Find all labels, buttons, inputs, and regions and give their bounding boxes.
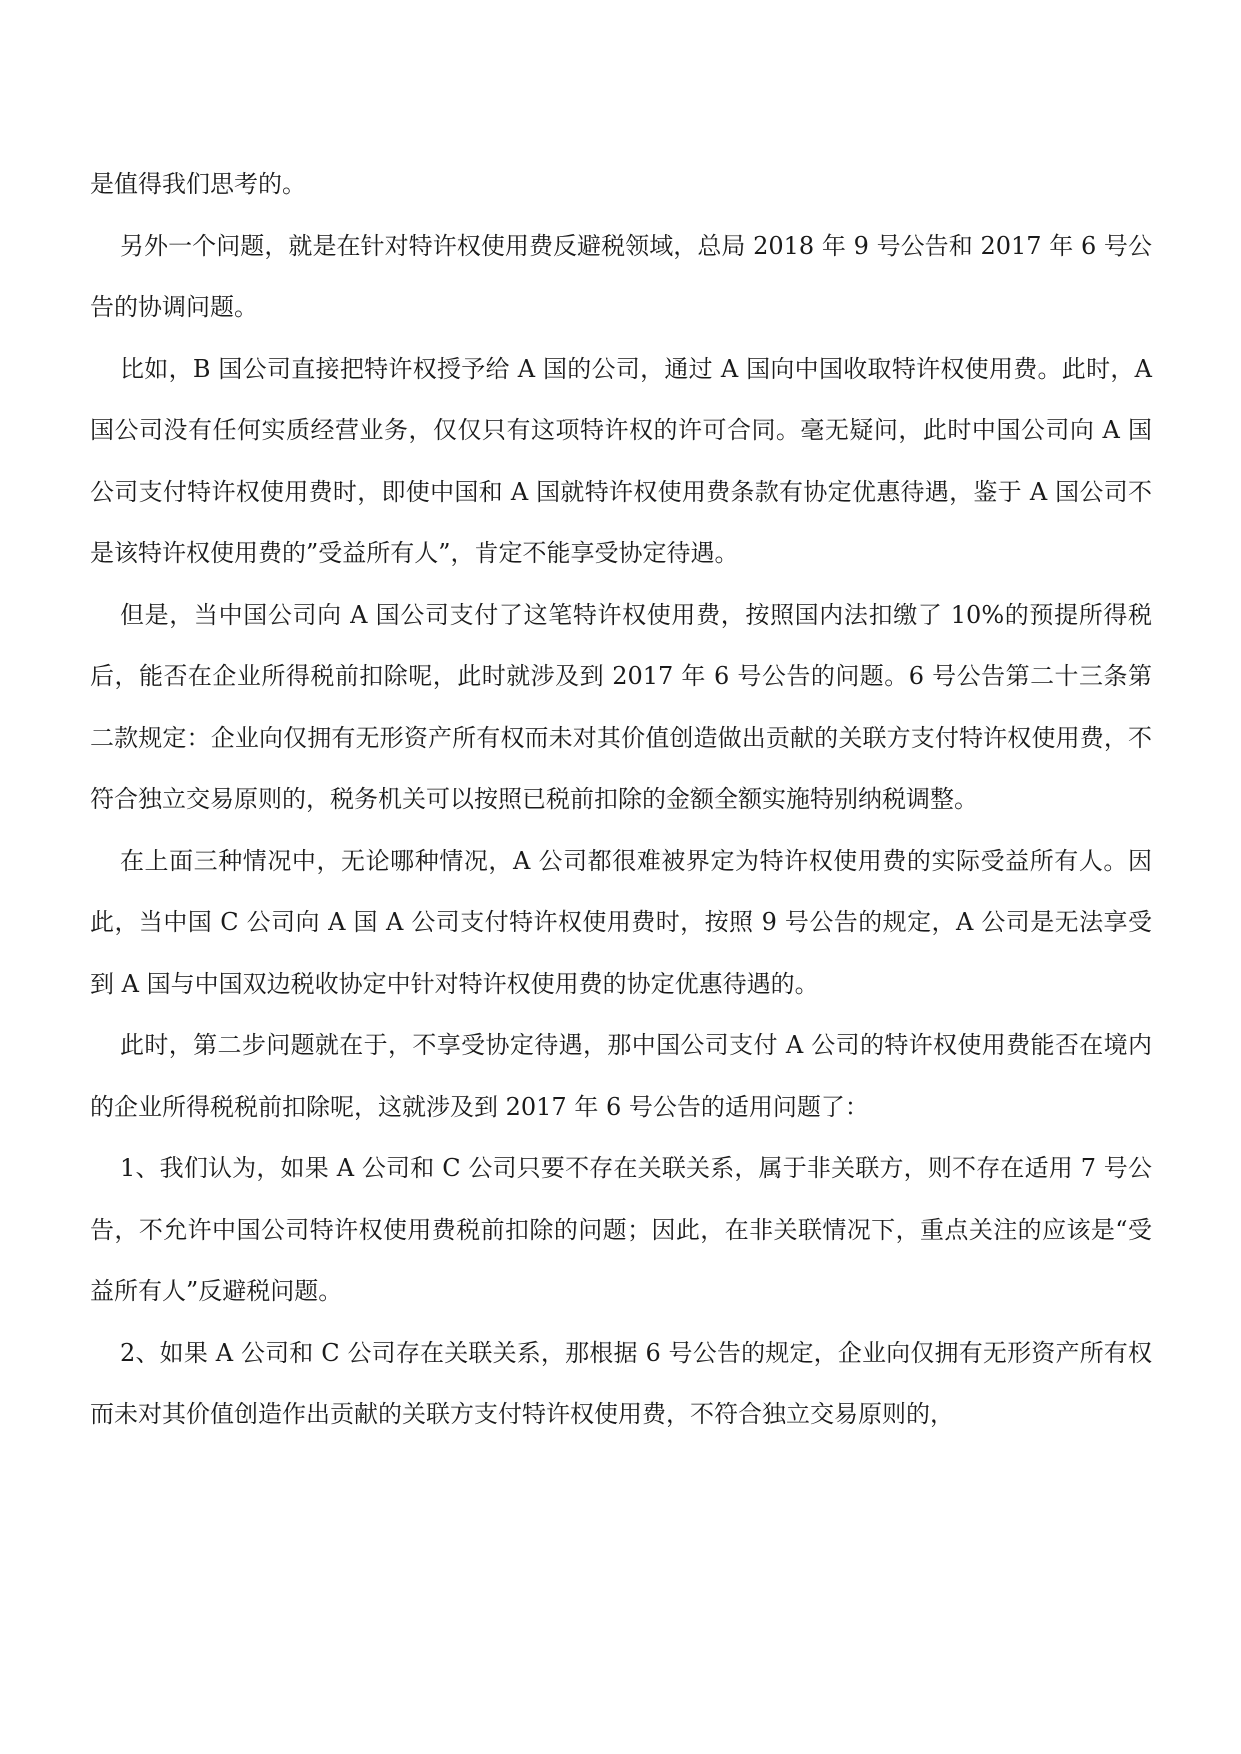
paragraph-continuation: 是值得我们思考的。 — [90, 170, 306, 198]
paragraph: 比如，B 国公司直接把特许权授予给 A 国的公司，通过 A 国向中国收取特许权使用费。此时，A 国公司没有任何实质经营业务，仅仅只有这项特许权的许可合同。毫无疑问，此时中国公司向 A 国公司支付特许权使用费时，即使中国和 A 国就特许权使用费条款有协定优惠待遇，鉴于 A 国公司不是该特许权使用费的”受益所有人”，肯定不能享受协定待遇。 — [90, 354, 1152, 567]
paragraph: 在上面三种情况中，无论哪种情况，A 公司都很难被界定为特许权使用费的实际受益所有人。因此，当中国 C 公司向 A 国 A 公司支付特许权使用费时，按照 9 号公告的规定，A 公司是无法享受到 A 国与中国双边税收协定中针对特许权使用费的协定优惠待遇的。 — [90, 846, 1152, 998]
paragraph: 此时，第二步问题就在于，不享受协定待遇，那中国公司支付 A 公司的特许权使用费能否在境内的企业所得税税前扣除呢，这就涉及到 2017 年 6 号公告的适用问题了： — [90, 1031, 1152, 1121]
paragraph: 另外一个问题，就是在针对特许权使用费反避税领域，总局 2018 年 9 号公告和 2017 年 6 号公告的协调问题。 — [90, 231, 1152, 321]
paragraph: 但是，当中国公司向 A 国公司支付了这笔特许权使用费，按照国内法扣缴了 10%的预提所得税后，能否在企业所得税前扣除呢，此时就涉及到 2017 年 6 号公告的问题。6 号公告第二十三条第二款规定：企业向仅拥有无形资产所有权而未对其价值创造做出贡献的关联方支付特许权使用费，不符合独立交易原则的，税务机关可以按照已税前扣除的金额全额实施特别纳税调整。 — [90, 600, 1152, 813]
paragraph: 1、我们认为，如果 A 公司和 C 公司只要不存在关联关系，属于非关联方，则不存在适用 7 号公告，不允许中国公司特许权使用费税前扣除的问题；因此，在非关联情况下，重点关注的应该是“受益所有人”反避税问题。 — [90, 1154, 1152, 1305]
document-body — [90, 154, 1152, 1446]
paragraph: 2、如果 A 公司和 C 公司存在关联关系，那根据 6 号公告的规定，企业向仅拥有无形资产所有权而未对其价值创造作出贡献的关联方支付特许权使用费，不符合独立交易原则的， — [90, 1338, 1152, 1428]
